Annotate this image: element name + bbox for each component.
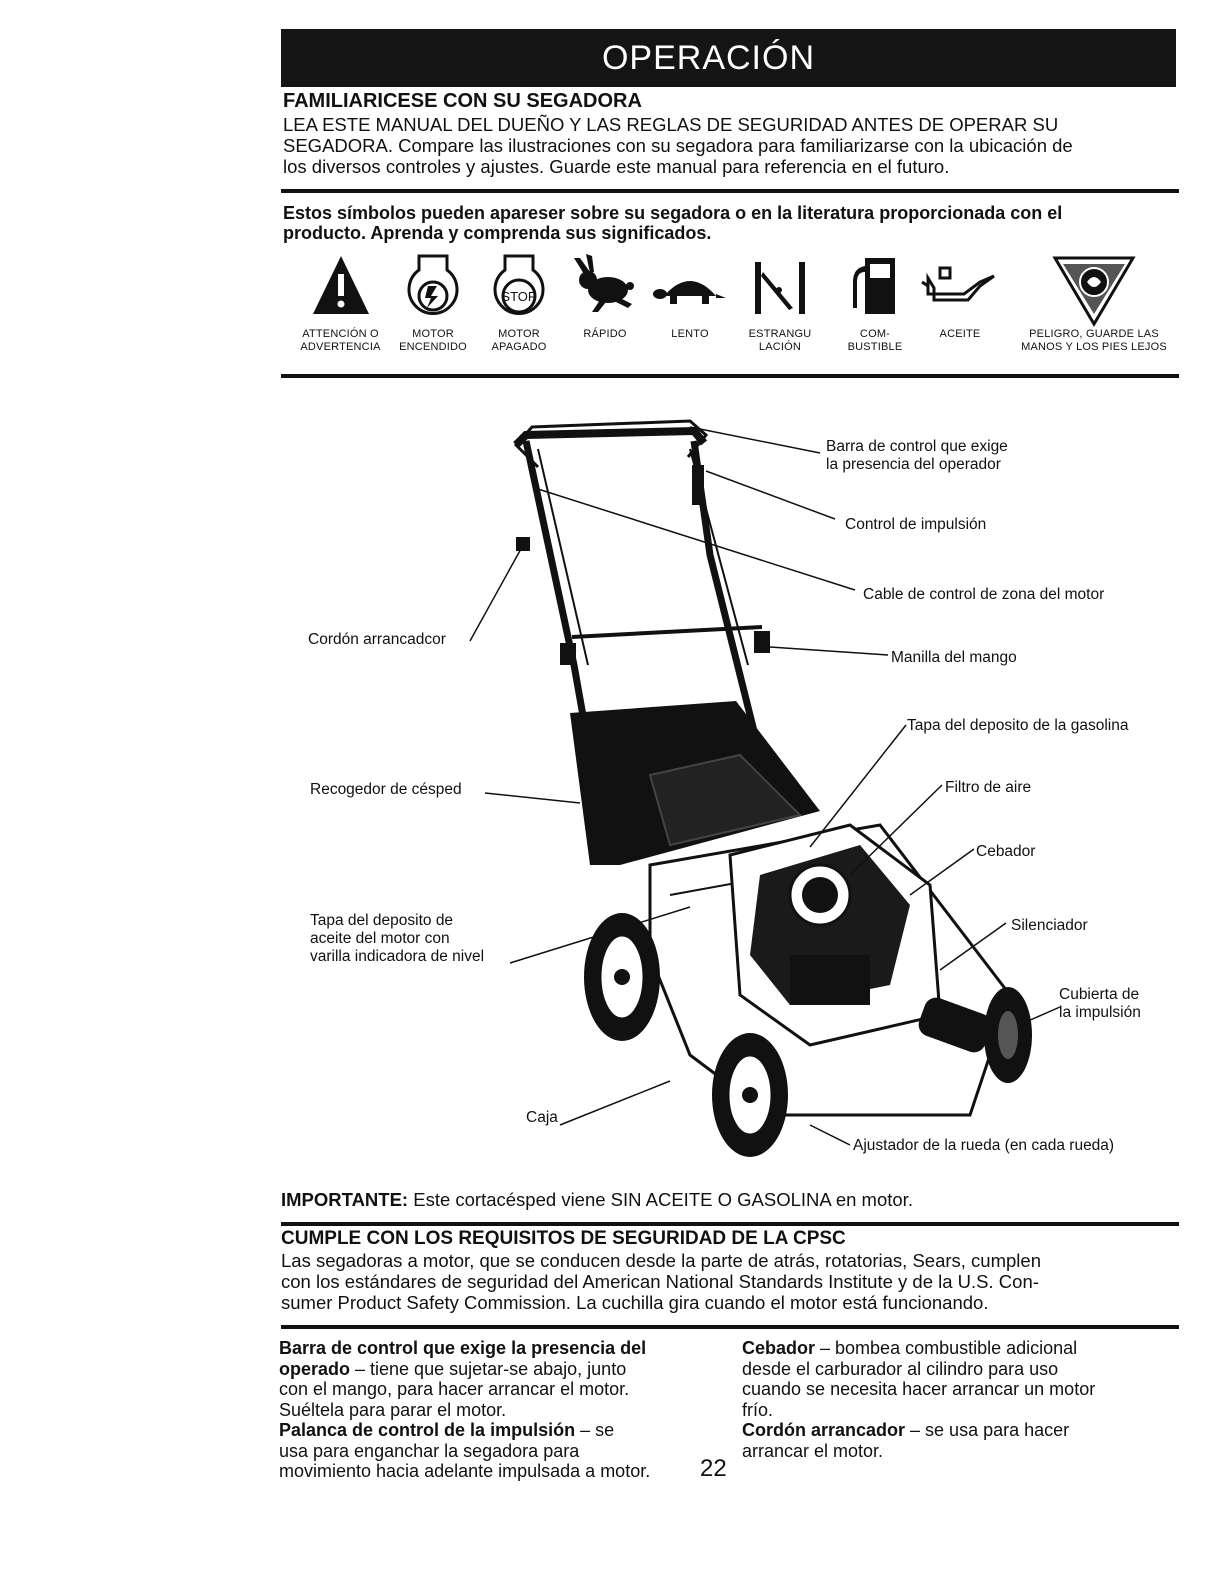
rabbit-icon (570, 252, 640, 318)
definition-text: – se usa para hacer (905, 1420, 1070, 1440)
symbol-oil (915, 252, 1005, 341)
term-primer: Cebador (742, 1338, 816, 1358)
symbol-engine-on (393, 252, 473, 354)
symbol-fast (565, 252, 645, 341)
engine-stop-icon (489, 252, 549, 324)
definition-text: Suéltela para parar el motor. (279, 1399, 507, 1420)
symbol-warning (283, 252, 398, 354)
cpsc-line-1: Las segadoras a motor, que se conducen desde la parte de atrás, rotatorias, Sears, cumplen (281, 1250, 1041, 1271)
callout-text: Barra de control que exige (826, 438, 1008, 455)
symbol-label: ESTRANGU (748, 328, 812, 340)
cpsc-line-2: con los estándares de seguridad del American National Standards Institute y de la U.S. Con- (281, 1271, 1039, 1292)
symbol-label: MOTOR (412, 328, 454, 340)
symbol-label: ATTENCIÓN O (302, 328, 379, 340)
callout-text: Tapa del deposito de (310, 912, 454, 929)
hand-danger-icon (1049, 252, 1139, 328)
cpsc-line-3: sumer Product Safety Commission. La cuchilla gira cuando el motor está funcionando. (281, 1292, 989, 1313)
callout-drive-control: Control de impulsión (845, 516, 987, 533)
callout-handle-knob: Manilla del mango (891, 649, 1017, 666)
familiarize-text (283, 114, 1183, 177)
term-operator-bar-cont: operado (279, 1358, 351, 1379)
familiarize-line-1: LEA ESTE MANUAL DEL DUEÑO Y LAS REGLAS DE SEGURIDAD ANTES DE OPERAR SU (283, 114, 1059, 135)
symbol-label: ADVERTENCIA (300, 341, 381, 353)
choke-icon (745, 252, 815, 318)
callout-text: varilla indicadora de nivel (310, 948, 485, 965)
definition-text: desde el carburador al cilindro para uso (742, 1358, 1059, 1379)
familiarize-line-2: SEGADORA. Compare las ilustraciones con su segadora para familiarizarse con la ubicación de (283, 135, 1073, 156)
symbol-label: BUSTIBLE (847, 341, 903, 353)
mower-diagram (290, 395, 1180, 1175)
symbol-slow (645, 252, 735, 341)
definition-text: movimiento hacia adelante impulsada a motor. (279, 1461, 651, 1481)
divider (281, 374, 1179, 378)
callout-text: la impulsión (1059, 1004, 1141, 1021)
symbol-label: RÁPIDO (583, 328, 627, 340)
definition-text: usa para enganchar la segadora para (279, 1440, 580, 1461)
cpsc-text (281, 1250, 1181, 1313)
callout-engine-cable: Cable de control de zona del motor (863, 586, 1105, 603)
engine-on-icon (403, 252, 463, 324)
symbol-label: LENTO (671, 328, 709, 340)
definitions-right (742, 1338, 1182, 1461)
term-operator-bar: Barra de control que exige la presencia del (279, 1338, 647, 1358)
turtle-icon (650, 252, 730, 318)
warning-triangle-icon (311, 252, 371, 318)
symbols-intro (283, 203, 1183, 243)
definition-text: frío. (742, 1399, 774, 1420)
symbol-fuel (835, 252, 915, 354)
definition-text: cuando se necesita hacer arrancar un motor (742, 1379, 1096, 1399)
definitions-left (279, 1338, 729, 1482)
term-drive-lever: Palanca de control de la impulsión (279, 1420, 576, 1440)
definition-text: con el mango, para hacer arrancar el motor. (279, 1379, 630, 1399)
important-label: IMPORTANTE: (281, 1189, 409, 1210)
callout-operator-bar (826, 438, 1008, 474)
symbol-choke (735, 252, 825, 354)
symbol-label: ACEITE (939, 328, 981, 340)
stop-text: STOP (501, 289, 537, 304)
important-note (281, 1189, 1181, 1210)
callout-text: la presencia del operador (826, 456, 1001, 473)
symbols-intro-line-2: producto. Aprenda y comprenda sus significados. (283, 223, 712, 243)
divider (281, 1222, 1179, 1226)
fuel-pump-icon (845, 252, 905, 318)
symbols-row (283, 252, 1183, 362)
callout-primer: Cebador (976, 843, 1036, 860)
divider (281, 189, 1179, 193)
callout-drive-cover (1059, 986, 1141, 1022)
important-text: Este cortacésped viene SIN ACEITE O GASOLINA en motor. (408, 1189, 913, 1210)
symbols-intro-line-1: Estos símbolos pueden apareser sobre su segadora o en la literatura proporcionada con el (283, 203, 1063, 223)
callout-grass-catcher: Recogedor de césped (310, 781, 462, 798)
banner-title: OPERACIÓN (601, 38, 816, 77)
definition-text: arrancar el motor. (742, 1440, 884, 1461)
symbol-label: LACIÓN (758, 341, 802, 353)
page-number: 22 (700, 1455, 727, 1482)
callout-housing: Caja (526, 1109, 558, 1126)
familiarize-heading: FAMILIARICESE CON SU SEGADORA (283, 90, 642, 112)
definition-text: – bombea combustible adicional (815, 1338, 1078, 1358)
definition-text: – tiene que sujetar-se abajo, junto (350, 1358, 627, 1379)
symbol-label: MANOS Y LOS PIES LEJOS (1021, 341, 1167, 353)
callout-wheel-adjuster: Ajustador de la rueda (en cada rueda) (853, 1137, 1115, 1154)
section-banner (281, 29, 1176, 87)
divider (281, 1325, 1179, 1329)
callout-text: aceite del motor con (310, 930, 450, 947)
symbol-engine-stop (479, 252, 559, 354)
callout-muffler: Silenciador (1011, 917, 1088, 934)
familiarize-line-3: los diversos controles y ajustes. Guarde este manual para referencia en el futuro. (283, 156, 950, 177)
definition-text: – se (575, 1420, 615, 1440)
symbol-label: ENCENDIDO (399, 341, 467, 353)
symbol-label: COM- (859, 328, 891, 340)
oil-can-icon (920, 252, 1000, 318)
callout-text: Cubierta de (1059, 986, 1140, 1003)
callout-oil-fill (310, 912, 484, 966)
cpsc-heading: CUMPLE CON LOS REQUISITOS DE SEGURIDAD DE LA CPSC (281, 1228, 846, 1249)
term-starter-rope: Cordón arrancador (742, 1420, 906, 1440)
callout-air-filter: Filtro de aire (945, 779, 1032, 796)
callout-fuel-cap: Tapa del deposito de la gasolina (907, 717, 1129, 734)
symbol-label: PELIGRO, GUARDE LAS (1029, 328, 1159, 340)
symbol-label: MOTOR (498, 328, 540, 340)
symbol-hands-danger (1005, 252, 1183, 354)
symbol-label: APAGADO (491, 341, 547, 353)
callout-starter-rope: Cordón arrancadcor (308, 631, 446, 648)
